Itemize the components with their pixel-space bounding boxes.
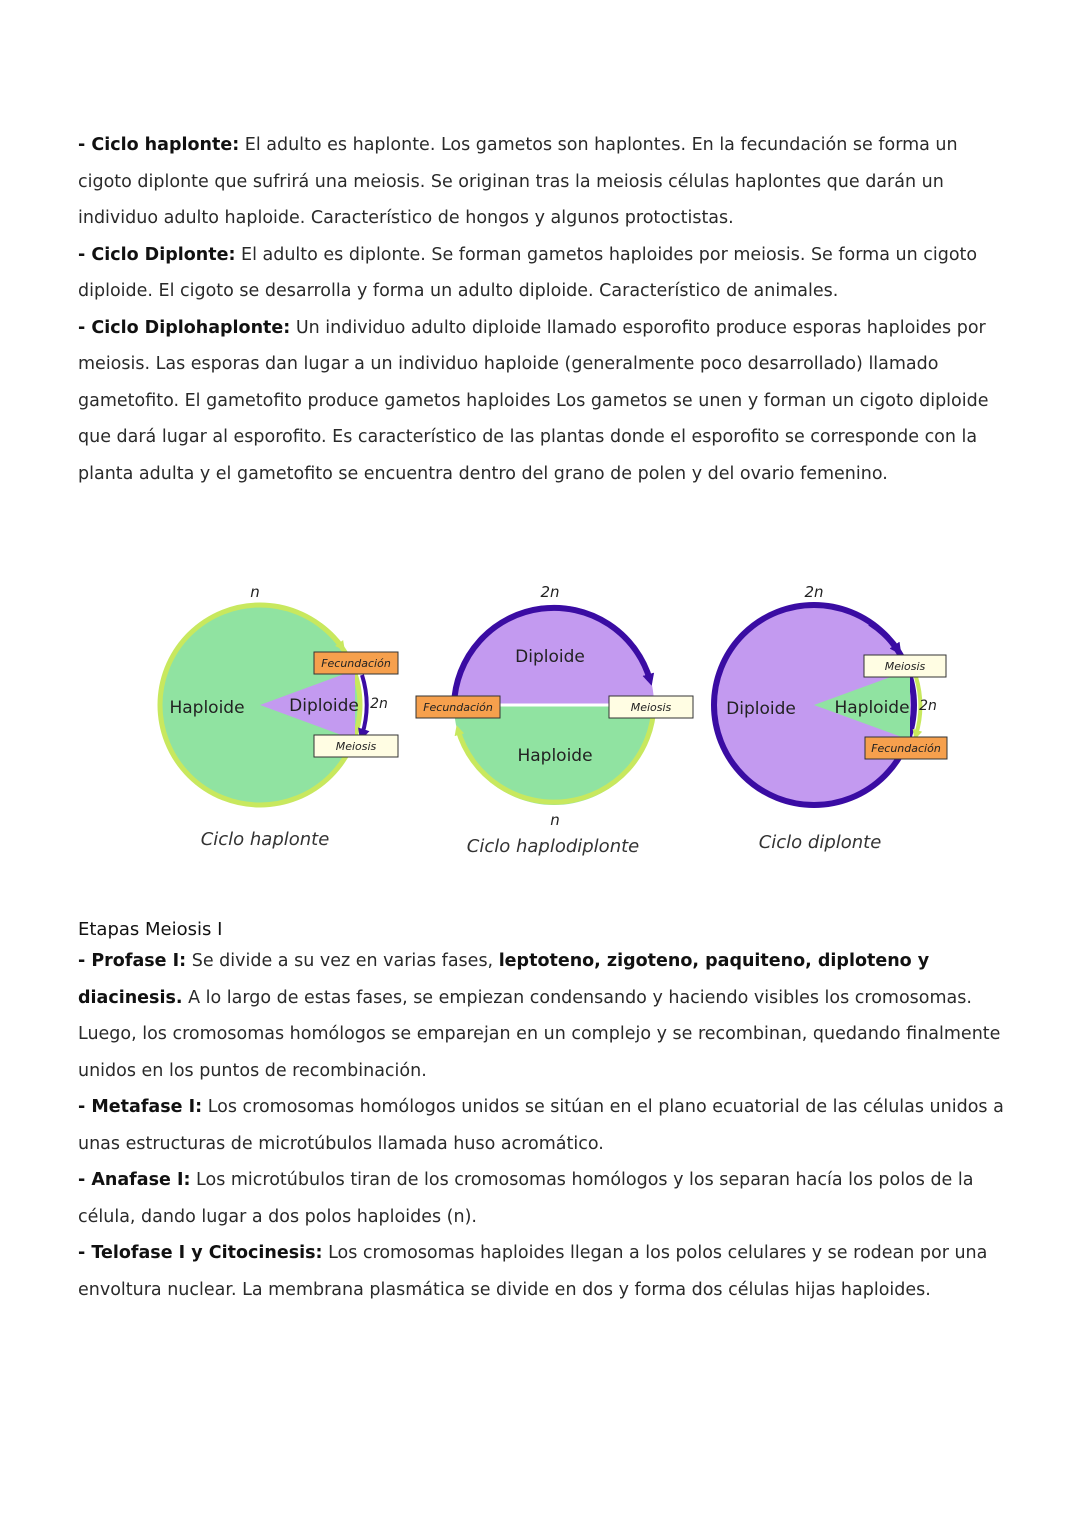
diplonte-wedge-ploidy: 2n [919, 698, 937, 714]
diplonte-meiosis-label: Meiosis [884, 660, 926, 673]
anafase-text: Los microtúbulos tiran de los cromosomas homólogos y los separan hacía los polos de la célula, dando lugar a dos polos haploides (n). [78, 1170, 974, 1227]
metafase-text: Los cromosomas homólogos unidos se sitúan en el plano ecuatorial de las células unidos a unas estructuras de microtúbulos llamada huso acromático. [78, 1097, 1004, 1154]
diplonte-text: El adulto es diplonte. Se forman gametos haploides por meiosis. Se forma un cigoto diploide. El cigoto se desarrolla y forma un adulto diploide. Característico de animales. [78, 244, 978, 301]
anafase-paragraph [78, 1162, 1013, 1235]
diplonte-paragraph [78, 237, 1013, 310]
haplonte-main-label: Haploide [169, 698, 245, 718]
life-cycle-diagram [150, 575, 960, 865]
profase-text: A lo largo de estas fases, se empiezan condensando y haciendo visibles los cromosomas. Luego, los cromosomas homólogos se emparejan en un complejo y se recombinan, quedando finalmente unidos en los puntos de recombinación. [78, 987, 1001, 1081]
life-cycles-text [78, 127, 1013, 492]
haplonte-caption: Ciclo haplonte [200, 829, 330, 850]
profase-pre: Se divide a su vez en varias fases, [186, 951, 499, 971]
haplonte-term: - Ciclo haplonte: [78, 135, 240, 155]
life-cycle-svg [150, 575, 960, 865]
telofase-paragraph [78, 1235, 1013, 1308]
haplonte-text: El adulto es haplonte. Los gametos son haplontes. En la fecundación se forma un cigoto diplonte que sufrirá una meiosis. Se originan tras la meiosis células haplontes que darán un individuo adulto haploide. Característico de hongos y algunos protoctistas. [78, 135, 958, 228]
haplonte-top-label: n [250, 583, 260, 601]
profase-term: - Profase I: [78, 951, 187, 971]
haplodiplonte-top-label: 2n [540, 583, 560, 601]
metafase-paragraph [78, 1089, 1013, 1162]
meiosis-text [78, 943, 1013, 1308]
haplonte-wedge-label: Diploide [289, 696, 359, 716]
diplonte-term: - Ciclo Diplonte: [78, 244, 236, 265]
haplodiplonte-cycle [416, 583, 693, 857]
profase-phases: leptoteno, zigoteno, paquiteno, diploteno y diacinesis. [78, 951, 930, 1008]
meiosis-heading: Etapas Meiosis I [78, 919, 223, 940]
haplodiplonte-upper-label: Diploide [515, 647, 585, 667]
diplohaplonte-paragraph [78, 310, 1013, 493]
diplohaplonte-text: Un individuo adulto diploide llamado esporofito produce esporas haploides por meiosis. Las esporas dan lugar a un individuo haploide (generalmente poco desarrollado) llamado gametofito. El gametofito produce gametos haploides Los gametos se unen y forman un cigoto diploide que dará lugar al esporofito. Es característico de las plantas donde el esporofito se corresponde con la planta adulta y el gametofito se encuentra dentro del grano de polen y del ovario femenino. [78, 317, 989, 484]
haplodiplonte-fecundacion-label: Fecundación [423, 701, 493, 714]
diplonte-top-label: 2n [804, 583, 824, 601]
diplohaplonte-term: - Ciclo Diplohaplonte: [78, 317, 291, 338]
diplonte-caption: Ciclo diplonte [758, 832, 882, 853]
diplonte-fecundacion-label: Fecundación [871, 742, 941, 755]
diplonte-main-label: Diploide [726, 699, 796, 719]
haplodiplonte-bottom-label: n [550, 811, 560, 829]
metafase-term: - Metafase I: [78, 1097, 203, 1117]
haplonte-fecundacion-label: Fecundación [321, 657, 391, 670]
anafase-term: - Anafase I: [78, 1170, 191, 1190]
telofase-text: Los cromosomas haploides llegan a los polos celulares y se rodean por una envoltura nuclear. La membrana plasmática se divide en dos y forma dos células hijas haploides. [78, 1243, 988, 1300]
haplonte-wedge-ploidy: 2n [370, 696, 388, 712]
haplodiplonte-caption: Ciclo haplodiplonte [466, 836, 640, 857]
haplodiplonte-meiosis-label: Meiosis [630, 701, 672, 714]
haplonte-meiosis-label: Meiosis [335, 740, 377, 753]
haplonte-cycle [160, 583, 398, 850]
diplonte-wedge-label: Haploide [834, 698, 910, 718]
profase-paragraph [78, 943, 1013, 1089]
diplonte-cycle [714, 583, 947, 853]
telofase-term: - Telofase I y Citocinesis: [78, 1243, 323, 1263]
haplonte-paragraph [78, 127, 1013, 237]
haplodiplonte-lower-label: Haploide [517, 746, 593, 766]
haplonte-meiosis-arrow [362, 675, 367, 735]
